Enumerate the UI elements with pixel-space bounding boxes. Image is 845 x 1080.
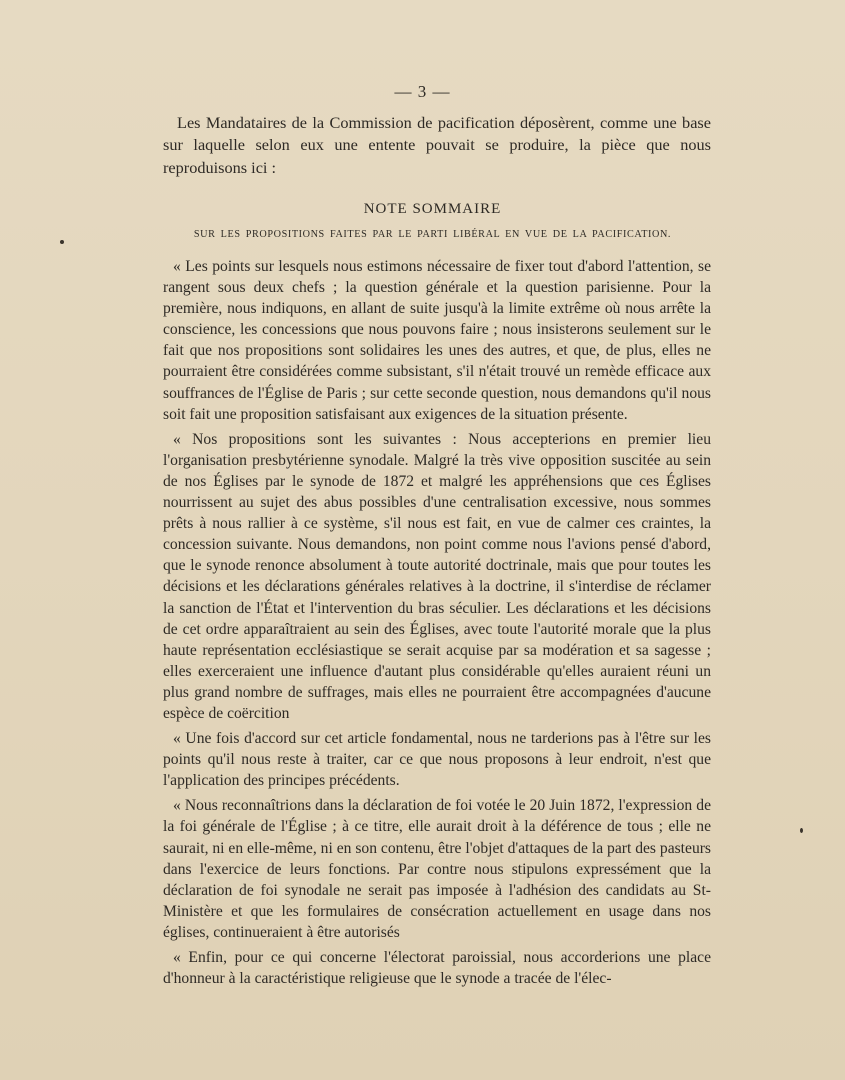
body-paragraph: « Une fois d'accord sur cet article fondamental, nous ne tarderions pas à l'être sur les points qu'il nous reste à traiter, car ce que nous proposons à leur endroit, n'est que l'application des principes précédents. — [163, 730, 711, 790]
intro-paragraph-block — [163, 112, 711, 179]
body-paragraph: « Nos propositions sont les suivantes : Nous accepterions en premier lieu l'organisation presbytérienne synodale. Malgré la très vive opposition suscitée au sein de nos Églises par le synode de 1872 et malgré les appréhensions que ces Églises nourrissent au sujet des abus possibles d'une centralisation excessive, nous sommes prêts à nous rallier à ce système, s'il nous est fait, en vue de calmer ces craintes, la concession suivante. Nous demandons, non point comme nous l'avions pensé d'abord, que le synode renonce absolument à toute autorité doctrinale, mais que pour toutes les décisions et les déclarations générales relatives à la doctrine, il s'interdise de réclamer la sanction de l'État et l'intervention du bras séculier. Les déclarations et les décisions de cet ordre apparaîtraient au sein des Églises, avec toute l'autorité morale que la plus haute représentation ecclésiastique se serait acquise par sa modération et sa sagesse ; elles exerceraient une influence d'autant plus considérable qu'elles auraient réuni un plus grand nombre de suffrages, mais elles ne pourraient être accompagnées d'aucune espèce de coërcition — [163, 430, 711, 722]
ink-speck — [60, 240, 64, 244]
page-number: — 3 — — [394, 82, 451, 101]
note-title: NOTE SOMMAIRE — [363, 201, 502, 217]
body-paragraph: « Nous reconnaîtrions dans la déclaration de foi votée le 20 Juin 1872, l'expression de la foi générale de l'Église ; à ce titre, elle aurait droit à la déférence de tous ; elle ne saurait, ni en elle-même, ni en son contenu, être l'objet d'attaques de la part des pasteurs dans l'exercice de leurs fonctions. Par contre nous stipulons expressément que la déclaration de foi synodale ne serait pas imposée à l'adhésion des candidats au St-Ministère et que les formulaires de consécration actuellement en usage dans nos églises, continueraient à être autorisés — [163, 797, 711, 941]
intro-paragraph: Les Mandataires de la Commission de pacification déposèrent, comme une base sur laquelle selon eux une entente pouvait se produire, la pièce que nous reproduisons ici : — [163, 113, 711, 177]
note-body — [163, 256, 711, 993]
body-paragraph: « Enfin, pour ce qui concerne l'électorat paroissial, nous accorderions une place d'honneur à la caractéristique religieuse que le synode a tracée de l'élec- — [163, 949, 711, 988]
note-subtitle: SUR LES PROPOSITIONS FAITES PAR LE PARTI LIBÉRAL EN VUE DE LA PACIFICATION. — [193, 229, 672, 240]
body-paragraph: « Les points sur lesquels nous estimons nécessaire de fixer tout d'abord l'attention, se rangent sous deux chefs ; la question générale et la question parisienne. Pour la première, nous indiquons, en allant de suite jusqu'à la limite extrême où nous arrête la conscience, les concessions que nous pouvons faire ; nous insisterons seulement sur le fait que nos propositions sont solidaires les unes des autres, et que, de plus, elles ne pourraient être considérées comme subsistant, s'il n'était trouvé un remède efficace aux souffrances de l'Église de Paris ; sur cette seconde question, nous demandons qu'il nous soit fait une proposition satisfaisant aux exigences de la situation présente. — [163, 258, 711, 423]
ink-speck — [800, 828, 803, 833]
